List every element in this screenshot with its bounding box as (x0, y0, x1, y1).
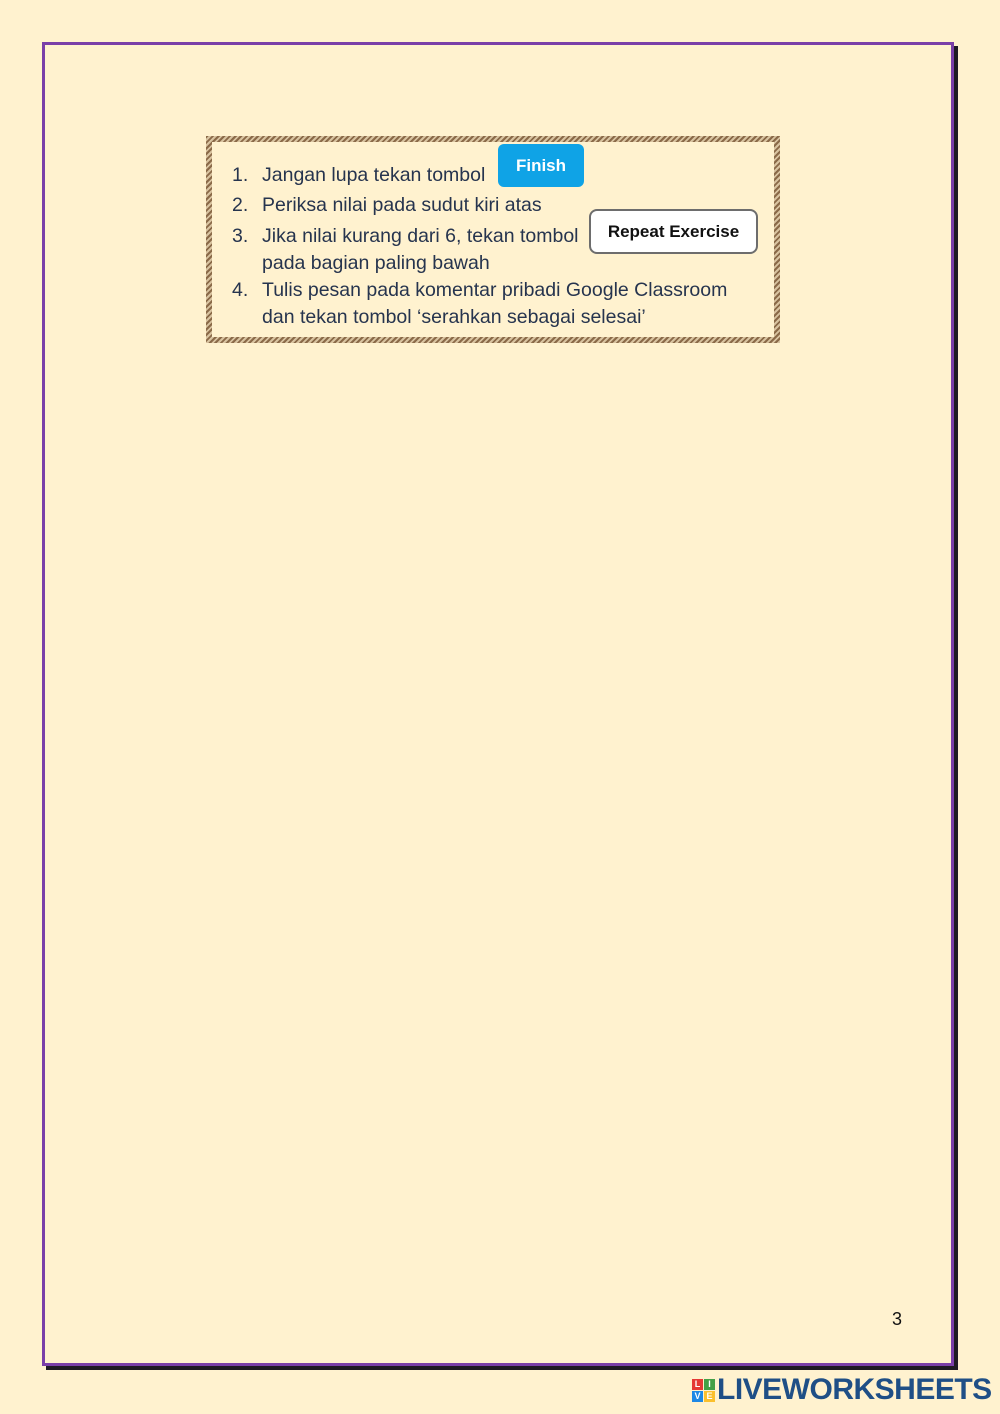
instruction-text: Jika nilai kurang dari 6, tekan tombol (262, 225, 579, 247)
liveworksheets-logo-icon (692, 1379, 715, 1402)
brand-name: LIVEWORKSHEETS (717, 1373, 992, 1406)
instruction-text: pada bagian paling bawah (262, 252, 490, 274)
instruction-text: Tulis pesan pada komentar pribadi Google Classroom (262, 279, 728, 301)
logo-letter: E (704, 1391, 715, 1402)
page-number: 3 (892, 1309, 903, 1329)
instruction-number: 4. (232, 279, 249, 301)
repeat-exercise-button[interactable]: Repeat Exercise (589, 209, 758, 254)
logo-letter: L (692, 1379, 703, 1390)
finish-button[interactable]: Finish (498, 144, 584, 187)
instruction-number: 2. (232, 194, 249, 216)
instruction-text: Periksa nilai pada sudut kiri atas (262, 194, 542, 216)
instruction-text: dan tekan tombol ‘serahkan sebagai selesai’ (262, 306, 646, 328)
instruction-number: 1. (232, 164, 249, 186)
logo-letter: V (692, 1391, 703, 1402)
logo-letter: I (704, 1379, 715, 1390)
instruction-number: 3. (232, 225, 249, 247)
instruction-text: Jangan lupa tekan tombol (262, 164, 486, 186)
liveworksheets-brand (692, 1374, 992, 1406)
